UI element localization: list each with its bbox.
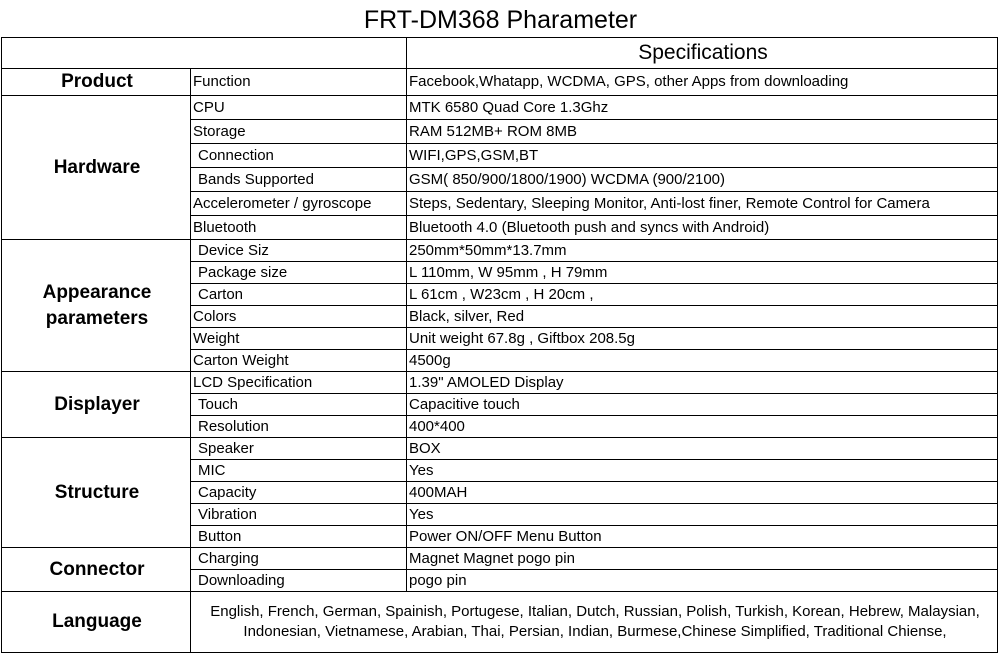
field-mic: MIC: [191, 460, 407, 482]
value-speaker: BOX: [407, 438, 998, 460]
value-carton: L 61cm , W23cm , H 20cm ,: [407, 284, 998, 306]
field-weight: Weight: [191, 328, 407, 350]
language-line1: English, French, German, Spainish, Portugese, Italian, Dutch, Russian, Polish, Turkish, Korean, Hebrew, Malaysian,: [210, 603, 980, 620]
value-accelerometer: Steps, Sedentary, Sleeping Monitor, Anti-lost finer, Remote Control for Camera: [407, 192, 998, 216]
field-colors: Colors: [191, 306, 407, 328]
category-appearance-line1: Appearance: [42, 281, 152, 303]
value-storage: RAM 512MB+ ROM 8MB: [407, 120, 998, 144]
value-mic: Yes: [407, 460, 998, 482]
field-connection: Connection: [191, 144, 407, 168]
value-capacity: 400MAH: [407, 482, 998, 504]
field-carton: Carton: [191, 284, 407, 306]
value-touch: Capacitive touch: [407, 394, 998, 416]
category-appearance-parameters: [2, 240, 191, 372]
field-storage: Storage: [191, 120, 407, 144]
value-button: Power ON/OFF Menu Button: [407, 526, 998, 548]
field-accelerometer: Accelerometer / gyroscope: [191, 192, 407, 216]
field-function: Function: [191, 69, 407, 96]
value-weight: Unit weight 67.8g , Giftbox 208.5g: [407, 328, 998, 350]
category-displayer: Displayer: [2, 372, 191, 438]
field-resolution: Resolution: [191, 416, 407, 438]
field-bluetooth: Bluetooth: [191, 216, 407, 240]
field-downloading: Downloading: [191, 570, 407, 592]
field-cpu: CPU: [191, 96, 407, 120]
page-title: FRT-DM368 Pharameter: [2, 3, 998, 38]
spec-table: [1, 3, 998, 653]
specifications-header: Specifications: [407, 38, 998, 69]
field-package-size: Package size: [191, 262, 407, 284]
value-colors: Black, silver, Red: [407, 306, 998, 328]
value-cpu: MTK 6580 Quad Core 1.3Ghz: [407, 96, 998, 120]
value-bluetooth: Bluetooth 4.0 (Bluetooth push and syncs with Android): [407, 216, 998, 240]
field-charging: Charging: [191, 548, 407, 570]
field-carton-weight: Carton Weight: [191, 350, 407, 372]
category-hardware: Hardware: [2, 96, 191, 240]
value-device-size: 250mm*50mm*13.7mm: [407, 240, 998, 262]
field-button: Button: [191, 526, 407, 548]
value-carton-weight: 4500g: [407, 350, 998, 372]
value-resolution: 400*400: [407, 416, 998, 438]
value-package-size: L 110mm, W 95mm , H 79mm: [407, 262, 998, 284]
category-connector: Connector: [2, 548, 191, 592]
value-lcd-specification: 1.39" AMOLED Display: [407, 372, 998, 394]
field-speaker: Speaker: [191, 438, 407, 460]
category-appearance-line2: parameters: [45, 307, 149, 329]
field-touch: Touch: [191, 394, 407, 416]
value-charging: Magnet Magnet pogo pin: [407, 548, 998, 570]
value-connection: WIFI,GPS,GSM,BT: [407, 144, 998, 168]
value-bands-supported: GSM( 850/900/1800/1900) WCDMA (900/2100): [407, 168, 998, 192]
category-product: Product: [2, 69, 191, 96]
field-bands-supported: Bands Supported: [191, 168, 407, 192]
header-blank-cell: [2, 38, 407, 69]
value-downloading: pogo pin: [407, 570, 998, 592]
field-vibration: Vibration: [191, 504, 407, 526]
field-capacity: Capacity: [191, 482, 407, 504]
language-line2: Indonesian, Vietnamese, Arabian, Thai, Persian, Indian, Burmese,Chinese Simplified, Traditional Chiense,: [243, 623, 947, 640]
field-lcd-specification: LCD Specification: [191, 372, 407, 394]
category-structure: Structure: [2, 438, 191, 548]
value-function: Facebook,Whatapp, WCDMA, GPS, other Apps from downloading: [407, 69, 998, 96]
value-vibration: Yes: [407, 504, 998, 526]
field-device-size: Device Siz: [191, 240, 407, 262]
language-list: [191, 592, 998, 653]
category-language: Language: [2, 592, 191, 653]
